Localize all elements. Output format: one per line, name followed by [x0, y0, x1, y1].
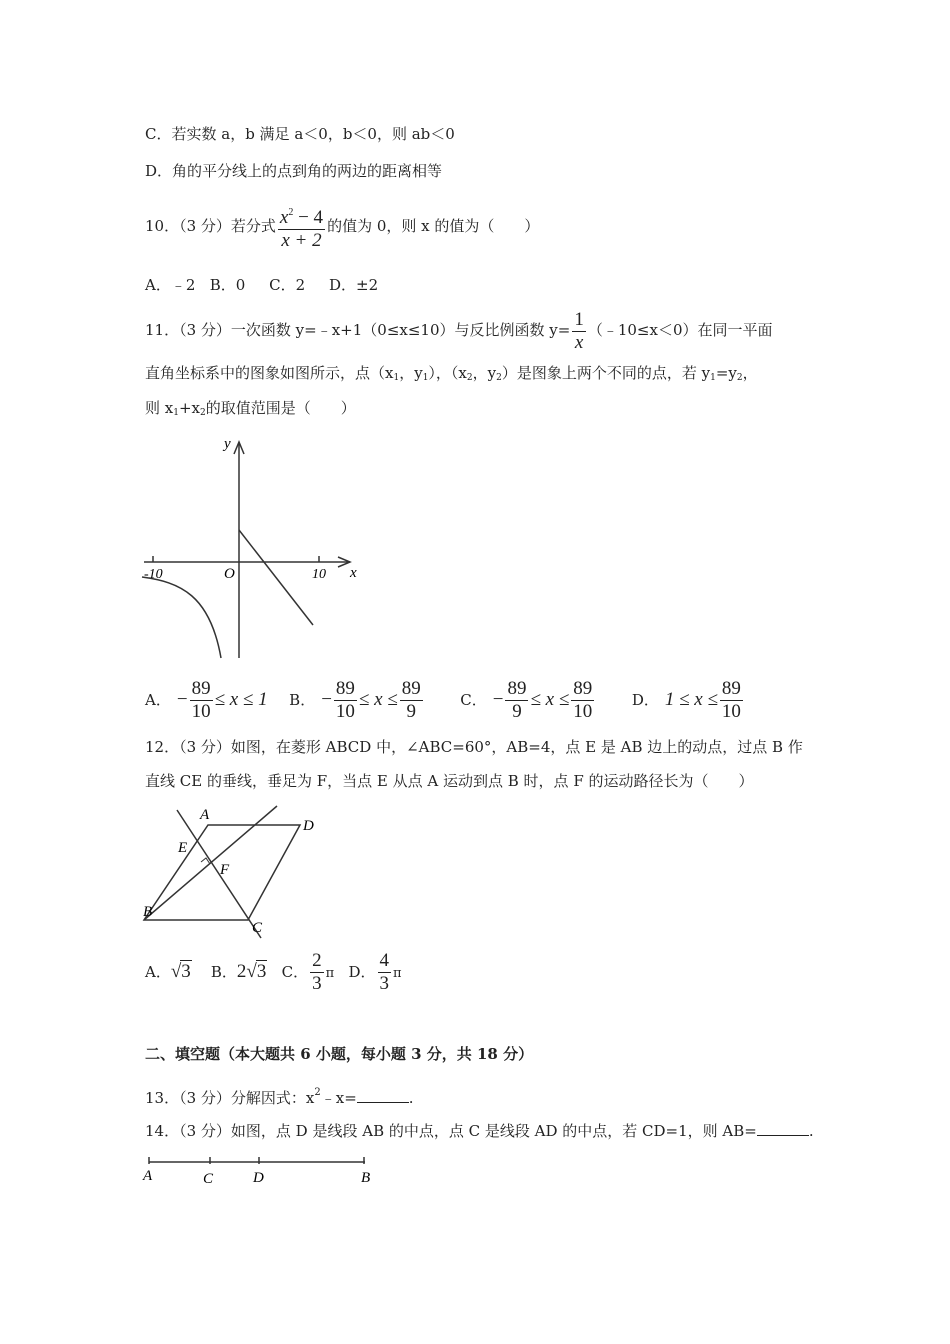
q10-option-c: C．2 [269, 276, 306, 294]
inverse-function-curve [142, 577, 221, 658]
label-e: E [178, 840, 188, 856]
label-b: B [361, 1170, 371, 1186]
q9-option-c: C．若实数 a，b 满足 a＜0，b＜0，则 ab＜0 [145, 125, 455, 143]
q13-answer-blank[interactable] [357, 1088, 409, 1103]
section-2-title: 二、填空题（本大题共 6 小题，每小题 3 分，共 18 分） [145, 1045, 534, 1063]
q12-option-d: D． $\frac{4}{3}$ π [348, 950, 402, 994]
label-a: A [143, 1168, 153, 1184]
question-11-line1: 11．（3 分）一次函数 y=﹣x+1（0≤x≤10）与反比例函数 y= $\frac{1}{x}$ （﹣10≤x＜0）在同一平面 [145, 308, 773, 353]
q10-option-a: A．﹣2 [145, 276, 196, 294]
tick-label-10: 10 [312, 567, 326, 582]
q10-option-b: B．0 [209, 276, 246, 294]
question-10 [145, 202, 539, 252]
x-axis-label: x [350, 565, 357, 581]
q10-suffix: 的值为 0，则 x 的值为（ ） [327, 217, 540, 235]
q14-segment-figure [140, 1152, 380, 1192]
tick-label-neg10: -10 [144, 567, 163, 582]
q10-option-d: D．±2 [329, 276, 379, 294]
label-d: D [253, 1170, 264, 1186]
label-f: F [220, 862, 230, 878]
q9-option-d: D．角的平分线上的点到角的两边的距离相等 [145, 162, 443, 180]
label-c: C [203, 1171, 214, 1187]
q11-option-c: C． − $\frac{89}{9}$ ≤ x ≤ $\frac{89}{10}$ [460, 678, 593, 722]
q11-option-a: A． − $\frac{89}{10}$ ≤ x ≤ 1 [145, 678, 268, 722]
q11-fraction: $\frac{1}{x}$ [574, 308, 584, 353]
label-d: D [303, 818, 314, 834]
q10-options [145, 274, 378, 295]
q11-option-b: B． − $\frac{89}{10}$ ≤ x ≤ $\frac{89}{9}$ [289, 678, 421, 722]
q12-options [145, 950, 402, 995]
q10-fraction: $\frac{x^2 - 4}{x + 2}$ [278, 202, 325, 252]
q12-rhombus-figure [140, 800, 330, 945]
q11-options [145, 678, 745, 723]
q12-option-b: B．2√3 [210, 960, 267, 982]
origin-label: O [224, 566, 235, 582]
question-14: 14．（3 分）如图，点 D 是线段 AB 的中点，点 C 是线段 AD 的中点，若 CD=1，则 AB= . [145, 1122, 814, 1140]
question-12-line1: 12．（3 分）如图，在菱形 ABCD 中，∠ABC=60°，AB=4，点 E 是 AB 边上的动点，过点 B 作 [145, 738, 803, 756]
line-ce [177, 810, 261, 938]
linear-function-line [239, 530, 313, 625]
label-b: B [143, 904, 153, 920]
question-11-line3: 则 $x_1+x_2$的取值范围是（ ） [145, 399, 356, 418]
question-12-line2: 直线 CE 的垂线，垂足为 F，当点 E 从点 A 运动到点 B 时，点 F 的运动路径长为（ ） [145, 772, 754, 790]
q10-prefix: 10．（3 分）若分式 [145, 217, 276, 235]
question-13: 13．（3 分）分解因式：$x^2﹣x=$ . [145, 1087, 414, 1107]
q12-option-c: C． $\frac{2}{3}$ π [281, 950, 335, 994]
label-c: C [252, 920, 263, 936]
q11-function-graph [140, 430, 370, 665]
q14-answer-blank[interactable] [757, 1121, 809, 1136]
label-a: A [200, 807, 210, 823]
y-axis-label: y [224, 436, 231, 452]
q12-option-a: A．√3 [145, 960, 191, 982]
question-11-line2: 直角坐标系中的图象如图所示，点（$x_1$，$y_1$），（$x_2$，$y_2$）是图象上两个不同的点，若 $y_1=y_2$， [145, 364, 758, 383]
q11-option-d: D． 1 ≤ x ≤ $\frac{89}{10}$ [631, 678, 741, 722]
